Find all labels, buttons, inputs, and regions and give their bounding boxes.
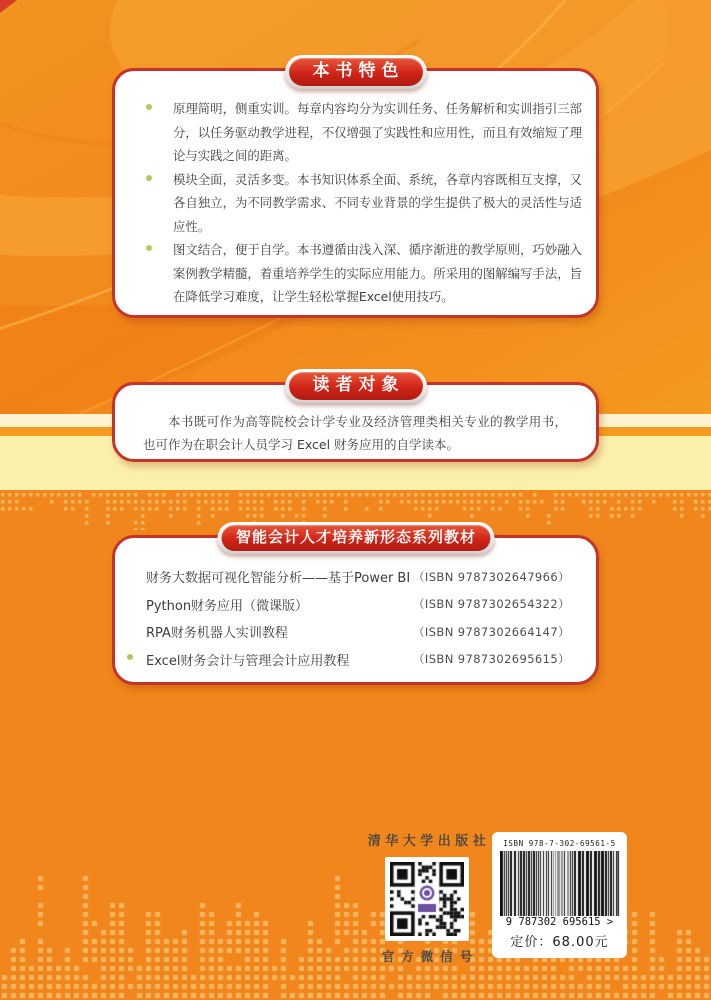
- ring-bullet-icon: [146, 175, 152, 181]
- feature-item: [173, 238, 582, 309]
- publisher-name: 清华大学出版社: [367, 834, 491, 849]
- publisher-block: [346, 830, 508, 965]
- wechat-label: 官方微信号: [381, 949, 480, 964]
- audience-badge: [285, 369, 427, 403]
- badge-label: 本书特色: [289, 58, 423, 86]
- feature-text: 图文结合，便于自学。本书遵循由浅入深、循序渐进的教学原则，巧妙融入案例教学精髓，着重培养学生的实际应用能力。所采用的图解编写手法，旨在降低学习难度，让学生轻松掌握Excel使用技巧。: [173, 242, 582, 304]
- qr-code-image: [390, 862, 464, 936]
- ring-bullet-icon: [127, 654, 133, 660]
- ring-bullet-icon: [146, 104, 152, 110]
- badge-label: 智能会计人才培养新形态系列教材: [221, 525, 490, 551]
- badge-outer-ring: [217, 522, 494, 554]
- feature-list: [115, 71, 596, 309]
- feature-text: 原理简明，侧重实训。每章内容均分为实训任务、任务解析和实训指引三部分，以任务驱动教学进程，不仅增强了实践性和应用性，而且有效缩短了理论与实践之间的距离。: [173, 101, 582, 163]
- ring-bullet-icon: [146, 245, 152, 251]
- book-title: RPA财务机器人实训教程: [146, 626, 288, 642]
- book-title: Python财务应用（微课版）: [146, 598, 309, 614]
- feature-item: [173, 97, 582, 168]
- book-isbn: （ISBN 9787302654322）: [413, 597, 570, 612]
- features-card: [112, 61, 599, 318]
- barcode-digits: 9 787302 695615 >: [497, 916, 622, 928]
- series-badge: [217, 522, 494, 554]
- audience-text: 本书既可作为高等院校会计学专业及经济管理类相关专业的教学用书，也可作为在职会计人员学习 Excel 财务应用的自学读本。: [143, 414, 567, 452]
- book-title: Excel财务会计与管理会计应用教程: [146, 653, 350, 669]
- isbn-text: ISBN 978-7-302-69561-5: [503, 839, 616, 848]
- price-label: 定价：68.00元: [510, 935, 609, 950]
- book-title: 财务大数据可视化智能分析——基于Power BI: [146, 571, 411, 587]
- badge-outer-ring: [285, 369, 427, 403]
- badge-label: 读者对象: [289, 372, 423, 400]
- badge-outer-ring: [285, 55, 427, 89]
- feature-item: [173, 168, 582, 239]
- book-isbn: （ISBN 9787302647966）: [413, 569, 570, 584]
- audience-card: [112, 375, 599, 462]
- barcode-block: [492, 832, 627, 958]
- qr-code: [385, 857, 469, 941]
- book-isbn: （ISBN 9787302664147）: [413, 624, 570, 639]
- book-row-current: [115, 646, 596, 674]
- book-row: [115, 563, 596, 591]
- series-card: [112, 528, 599, 685]
- book-row: [115, 591, 596, 619]
- book-list: [115, 538, 596, 673]
- book-row: [115, 618, 596, 646]
- feature-text: 模块全面，灵活多变。本书知识体系全面、系统，各章内容既相互支撑，又各自独立，为不同教学需求、不同专业背景的学生提供了极大的灵活性与适应性。: [173, 171, 582, 234]
- book-isbn: （ISBN 9787302695615）: [413, 652, 570, 667]
- features-badge: [285, 55, 427, 89]
